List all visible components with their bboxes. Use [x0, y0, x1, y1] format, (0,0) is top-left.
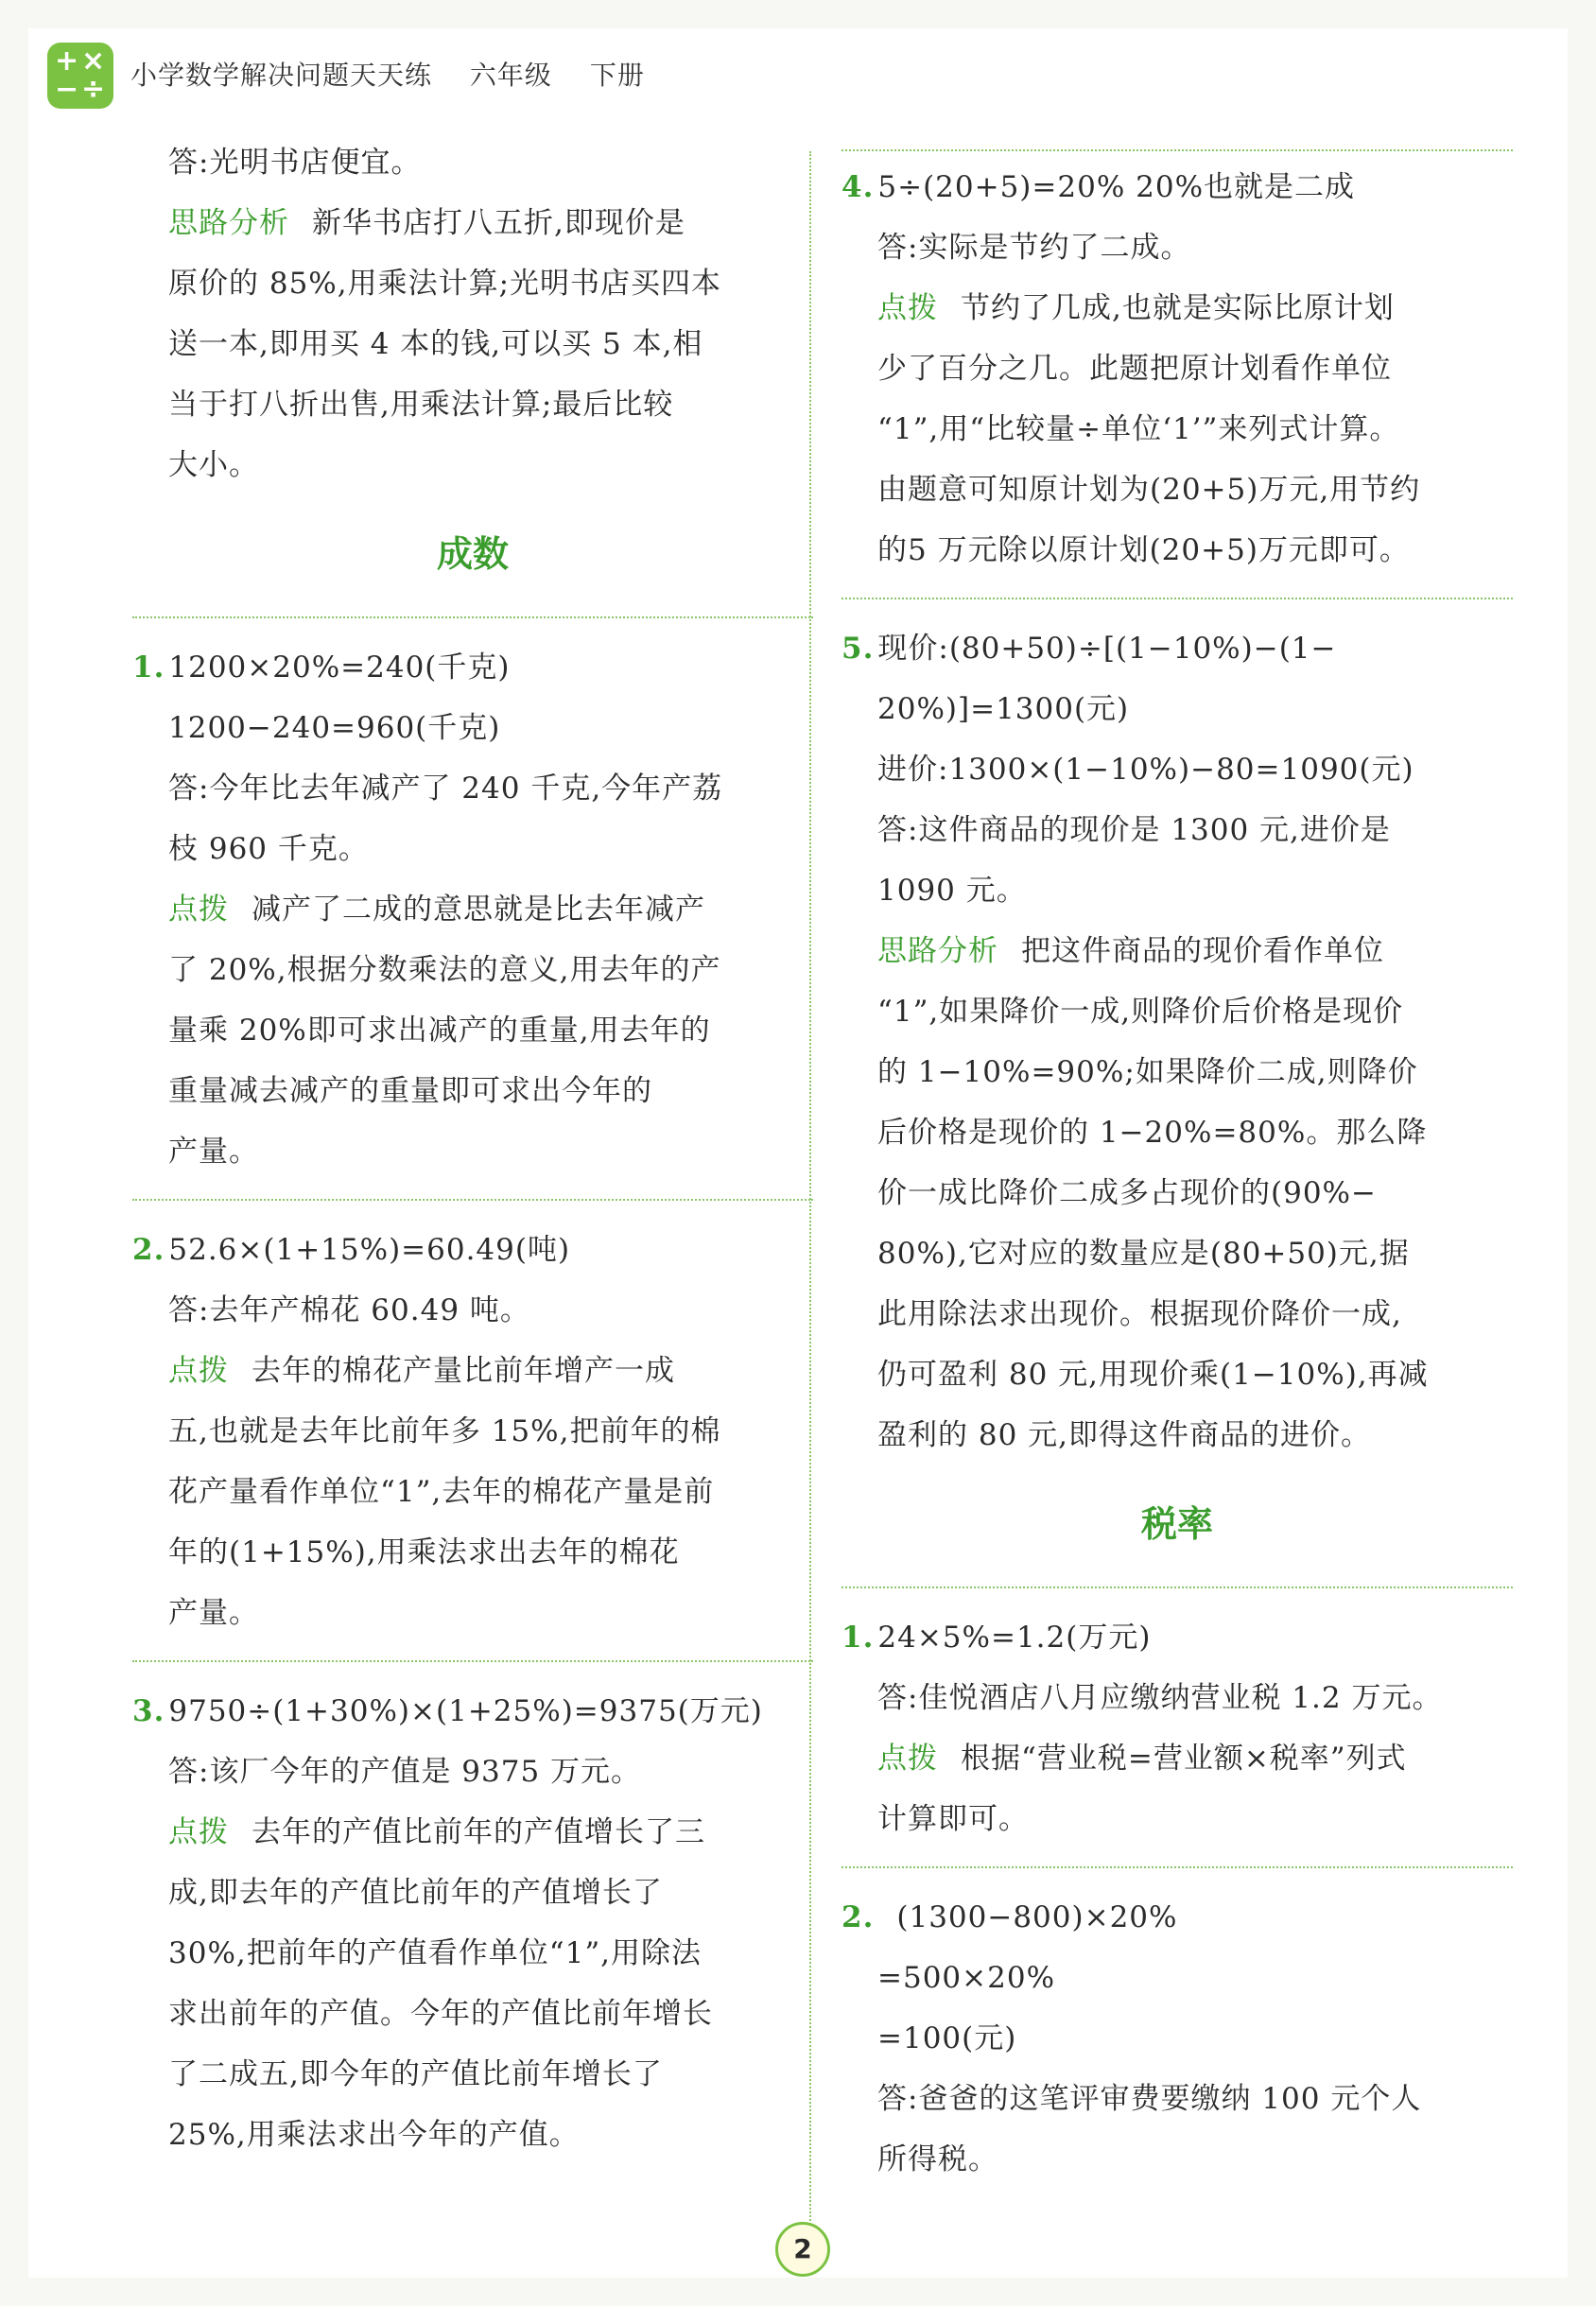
- question-number: 3.: [132, 1694, 165, 1728]
- text-line: 答:爸爸的这笔评审费要缴纳 100 元个人: [877, 2082, 1422, 2116]
- text-line: 的 1−10%=90%;如果降价二成,则降价: [877, 1055, 1418, 1089]
- text-line: 由题意可知原计划为(20+5)万元,用节约: [877, 473, 1421, 507]
- text-line: 枝 960 千克。: [168, 832, 369, 866]
- hint-line: 点拨 去年的产值比前年的产值增长了三: [168, 1815, 705, 1849]
- text-line: 答:去年产棉花 60.49 吨。: [168, 1293, 530, 1327]
- question-number: 1.: [841, 1621, 875, 1655]
- question-number: 1.: [132, 650, 165, 685]
- page-number: 2: [775, 2222, 830, 2277]
- analysis-line: 思路分析 新华书店打八五折,即现价是: [168, 206, 685, 240]
- volume-label: 下册: [589, 60, 645, 91]
- page-header: [47, 38, 898, 113]
- text-line: 盈利的 80 元,即得这件商品的进价。: [877, 1418, 1372, 1452]
- text-line: 当于打八折出售,用乘法计算;最后比较: [168, 388, 674, 422]
- answer-line: 答:光明书店便宜。: [168, 146, 422, 180]
- question-number: 5.: [841, 632, 875, 666]
- text-line: 量乘 20%即可求出减产的重量,用去年的: [168, 1014, 711, 1048]
- text-line: 五,也就是去年比前年多 15%,把前年的棉: [168, 1414, 721, 1448]
- section-title-chengshu: 成数: [436, 533, 509, 575]
- question-4-line: 4. 5÷(20+5)=20% 20%也就是二成: [841, 170, 1356, 204]
- book-title: 小学数学解决问题天天练: [130, 60, 433, 91]
- text-line: 进价:1300×(1−10%)−80=1090(元): [877, 753, 1414, 787]
- dotted-separator: [132, 1199, 813, 1201]
- hint-line: 点拨 减产了二成的意思就是比去年减产: [168, 893, 705, 927]
- tax-question-1-line: 1. 24×5%=1.2(万元): [841, 1621, 1152, 1655]
- question-number: 2.: [841, 1900, 875, 1934]
- section-title-shuilv: 税率: [1140, 1503, 1213, 1545]
- text-line: 1090 元。: [877, 874, 1027, 908]
- text-line: 了 20%,根据分数乘法的意义,用去年的产: [168, 953, 721, 987]
- question-number: 2.: [132, 1233, 165, 1267]
- question-1-line: 1. 1200×20%=240(千克): [132, 650, 511, 685]
- question-3-line: 3. 9750÷(1+30%)×(1+25%)=9375(万元): [132, 1694, 763, 1728]
- question-5-line: 5. 现价:(80+50)÷[(1−10%)−(1−: [841, 632, 1337, 666]
- question-2-line: 2. 52.6×(1+15%)=60.49(吨): [132, 1233, 571, 1267]
- dotted-separator: [132, 1660, 813, 1662]
- dotted-separator: [841, 149, 1513, 151]
- book-logo-icon: + × − ÷: [47, 43, 113, 109]
- text-line: 80%),它对应的数量应是(80+50)元,据: [877, 1237, 1410, 1271]
- keyword-label: 点拨: [168, 893, 229, 927]
- text-line: “1”,如果降价一成,则降价后价格是现价: [877, 995, 1404, 1029]
- text-line: 所得税。: [877, 2142, 998, 2176]
- text-line: =500×20%: [877, 1961, 1056, 1995]
- text-line: 价一成比降价二成多占现价的(90%−: [877, 1176, 1377, 1210]
- hint-line: 点拨 根据“营业税=营业额×税率”列式: [877, 1742, 1407, 1776]
- keyword-label: 点拨: [168, 1815, 229, 1849]
- text-line: 大小。: [168, 448, 259, 482]
- left-column: [132, 132, 813, 2165]
- text-line: 此用除法求出现价。根据现价降价一成,: [877, 1297, 1402, 1331]
- hint-line: 点拨 去年的棉花产量比前年增产一成: [168, 1354, 675, 1388]
- text-line: 30%,把前年的产值看作单位“1”,用除法: [168, 1936, 703, 1970]
- text-line: 产量。: [168, 1135, 259, 1169]
- dotted-separator: [841, 1586, 1513, 1588]
- keyword-label: 思路分析: [877, 934, 998, 968]
- grade-label: 六年级: [469, 60, 552, 91]
- text-line: 重量减去减产的重量即可求出今年的: [168, 1074, 652, 1108]
- text-line: 少了百分之几。此题把原计划看作单位: [877, 352, 1392, 386]
- text-line: 年的(1+15%),用乘法求出去年的棉花: [168, 1535, 680, 1569]
- text-line: 后价格是现价的 1−20%=80%。那么降: [877, 1116, 1428, 1150]
- hint-line: 点拨 节约了几成,也就是实际比原计划: [877, 291, 1395, 325]
- dotted-separator: [841, 598, 1513, 599]
- text-line: 计算即可。: [877, 1802, 1029, 1836]
- text-line: 原价的 85%,用乘法计算;光明书店买四本: [168, 267, 722, 301]
- analysis-line: 思路分析 把这件商品的现价看作单位: [877, 934, 1384, 968]
- text-line: 产量。: [168, 1596, 259, 1630]
- dotted-separator: [841, 1866, 1513, 1868]
- keyword-label: 点拨: [877, 1742, 938, 1776]
- text-line: 成,即去年的产值比前年的产值增长了: [168, 1876, 663, 1910]
- text-line: 求出前年的产值。今年的产值比前年增长: [168, 1997, 713, 2031]
- text-line: 20%)]=1300(元): [877, 692, 1130, 726]
- dotted-separator: [132, 616, 813, 618]
- text-line: 答:实际是节约了二成。: [877, 231, 1191, 265]
- keyword-label: 点拨: [168, 1354, 229, 1388]
- text-line: 1200−240=960(千克): [168, 711, 501, 745]
- question-number: 4.: [841, 170, 875, 204]
- keyword-label: 点拨: [877, 291, 938, 325]
- text-line: 答:这件商品的现价是 1300 元,进价是: [877, 813, 1391, 847]
- text-line: 答:该厂今年的产值是 9375 万元。: [168, 1755, 642, 1789]
- text-line: 的5 万元除以原计划(20+5)万元即可。: [877, 533, 1410, 567]
- text-line: “1”,用“比较量÷单位‘1’”来列式计算。: [877, 412, 1400, 446]
- header-title: [130, 55, 673, 93]
- text-line: =100(元): [877, 2021, 1017, 2055]
- text-line: 25%,用乘法求出今年的产值。: [168, 2118, 580, 2152]
- text-line: 答:佳悦酒店八月应缴纳营业税 1.2 万元。: [877, 1681, 1443, 1715]
- right-column: [841, 132, 1513, 2190]
- text-line: 答:今年比去年减产了 240 千克,今年产荔: [168, 772, 723, 806]
- text-line: 花产量看作单位“1”,去年的棉花产量是前: [168, 1475, 715, 1509]
- text-line: 送一本,即用买 4 本的钱,可以买 5 本,相: [168, 327, 703, 361]
- tax-question-2-line: 2. (1300−800)×20%: [841, 1900, 1178, 1934]
- text-line: 仍可盈利 80 元,用现价乘(1−10%),再减: [877, 1358, 1429, 1392]
- text-line: 了二成五,即今年的产值比前年增长了: [168, 2057, 663, 2091]
- keyword-label: 思路分析: [168, 206, 289, 240]
